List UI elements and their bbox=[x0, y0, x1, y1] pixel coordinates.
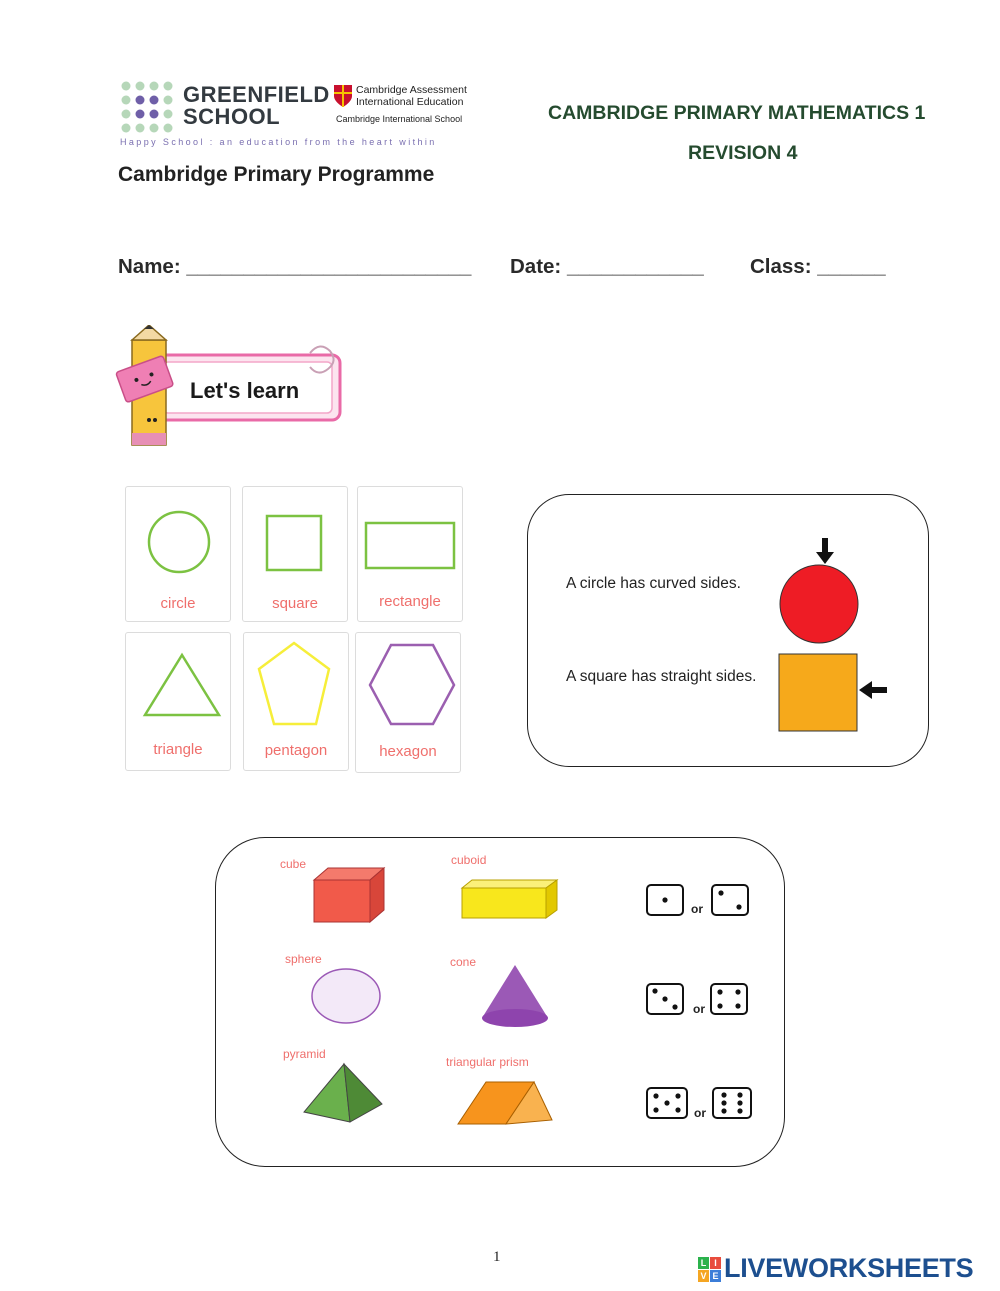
solid-label-sphere: sphere bbox=[285, 952, 322, 966]
square-description: A square has straight sides. bbox=[566, 668, 757, 685]
solid-label-cuboid: cuboid bbox=[451, 853, 487, 867]
cone-shape-icon bbox=[478, 963, 552, 1029]
cambridge-assessment-text bbox=[356, 84, 467, 108]
shape-card-rectangle bbox=[357, 486, 463, 622]
cambridge-school-text: Cambridge International School bbox=[336, 114, 463, 124]
dice-four-icon bbox=[710, 983, 748, 1015]
cube-shape-icon bbox=[312, 866, 386, 924]
page-number: 1 bbox=[493, 1249, 501, 1265]
dice-three-icon bbox=[646, 983, 684, 1015]
shape-card-pentagon bbox=[243, 632, 349, 771]
shape-card-square bbox=[242, 486, 348, 622]
name-field[interactable]: Name: _________________________ bbox=[118, 255, 472, 278]
solid-label-cube: cube bbox=[280, 857, 307, 871]
school-name-line2: SCHOOL bbox=[183, 104, 281, 129]
page-subtitle: REVISION 4 bbox=[688, 142, 798, 164]
shape-card-triangle bbox=[125, 632, 231, 771]
shape-label: triangle bbox=[153, 741, 203, 758]
red-circle-shape bbox=[780, 565, 858, 643]
solid-label-cone: cone bbox=[450, 955, 477, 969]
liveworksheets-brand[interactable]: LIVEWORKSHEETS bbox=[724, 1253, 974, 1283]
left-arrow-icon bbox=[859, 681, 887, 699]
badge-letter: V bbox=[698, 1270, 709, 1282]
cambridge-shield-icon bbox=[333, 84, 353, 108]
date-field[interactable]: Date: ____________ bbox=[510, 255, 704, 278]
class-field[interactable]: Class: ______ bbox=[750, 255, 886, 278]
or-separator: or bbox=[693, 1002, 705, 1016]
solid-label-triangular-prism: triangular prism bbox=[446, 1055, 529, 1069]
page-title: CAMBRIDGE PRIMARY MATHEMATICS 1 bbox=[548, 102, 926, 124]
shape-label: square bbox=[272, 595, 318, 612]
badge-letter: I bbox=[710, 1257, 721, 1269]
school-name bbox=[183, 84, 330, 128]
shape-label: circle bbox=[160, 595, 196, 612]
down-arrow-icon bbox=[816, 538, 834, 564]
dice-six-icon bbox=[712, 1087, 752, 1119]
pyramid-shape-icon bbox=[302, 1062, 384, 1124]
dice-two-icon bbox=[711, 884, 749, 916]
sides-illustration bbox=[770, 535, 900, 740]
lets-learn-label: Let's learn bbox=[190, 378, 300, 403]
circle-description: A circle has curved sides. bbox=[566, 575, 741, 592]
dice-one-icon bbox=[646, 884, 684, 916]
or-separator: or bbox=[694, 1106, 706, 1120]
badge-letter: L bbox=[698, 1257, 709, 1269]
cambridge-line2: International Education bbox=[356, 96, 464, 108]
cambridge-line1: Cambridge Assessment bbox=[356, 84, 467, 96]
tagline: Happy School : an education from the heart within bbox=[120, 137, 437, 147]
cuboid-shape-icon bbox=[460, 878, 560, 920]
triangular-prism-shape-icon bbox=[456, 1078, 556, 1126]
badge-letter: E bbox=[710, 1270, 721, 1282]
school-name-line1: GREENFIELD bbox=[183, 82, 330, 107]
shape-label: pentagon bbox=[264, 742, 328, 759]
shape-label: rectangle bbox=[379, 593, 441, 610]
programme-title: Cambridge Primary Programme bbox=[118, 163, 435, 186]
liveworksheets-badge-icon bbox=[698, 1257, 722, 1283]
shape-card-circle bbox=[125, 486, 231, 622]
shape-label: hexagon bbox=[379, 743, 437, 760]
shape-card-hexagon bbox=[355, 632, 461, 773]
or-separator: or bbox=[691, 902, 703, 916]
school-logo-icon bbox=[120, 80, 176, 136]
dice-five-icon bbox=[646, 1087, 688, 1119]
sphere-shape-icon bbox=[308, 966, 384, 1026]
orange-square-shape bbox=[779, 654, 857, 731]
solid-label-pyramid: pyramid bbox=[283, 1047, 326, 1061]
